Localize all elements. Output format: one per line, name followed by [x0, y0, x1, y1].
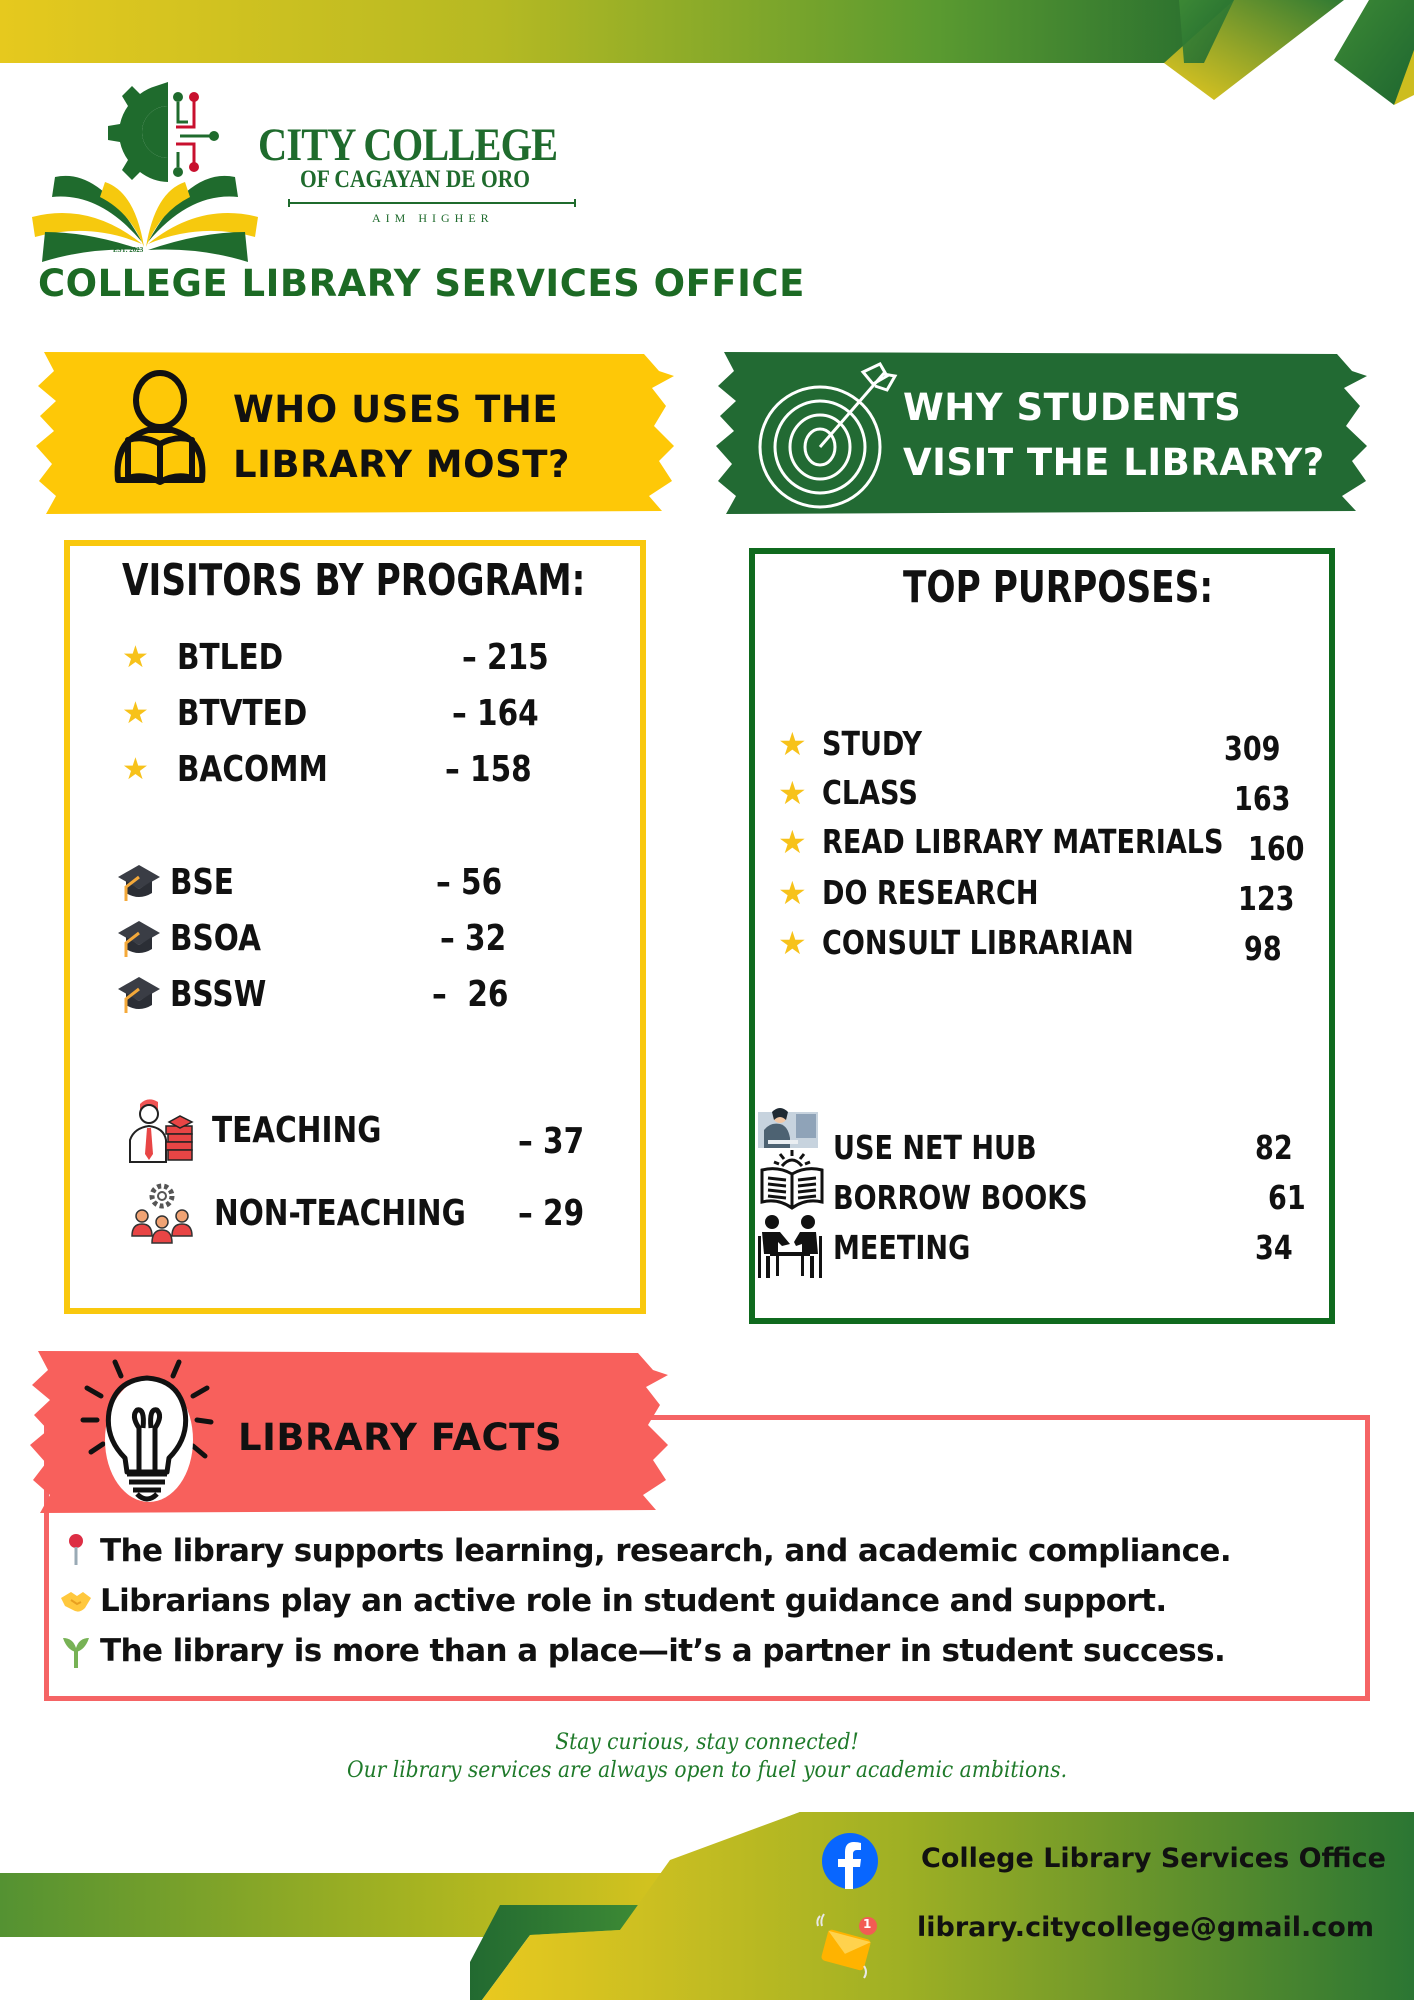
college-name: CITY COLLEGE [258, 119, 558, 171]
purpose-name: DO RESEARCH [822, 873, 1039, 912]
fact-item [58, 1583, 1167, 1619]
program-row [116, 974, 287, 1015]
college-subtitle: OF CAGAYAN DE ORO [300, 166, 530, 193]
staff-type: NON-TEACHING [214, 1192, 466, 1234]
purpose-name: MEETING [833, 1228, 971, 1267]
program-count: – 56 [436, 862, 503, 903]
graduation-cap-icon [116, 919, 162, 959]
facebook-link[interactable] [822, 1833, 878, 1893]
email-address[interactable]: library.citycollege@gmail.com [917, 1912, 1374, 1943]
facebook-icon [822, 1833, 878, 1889]
purpose-count: 163 [1234, 779, 1291, 818]
star-icon: ★ [778, 923, 807, 962]
who-uses-heading [233, 382, 570, 492]
purpose-count: 160 [1248, 829, 1305, 868]
program-row [116, 918, 281, 959]
graduation-cap-icon [116, 863, 162, 903]
program-row [116, 862, 248, 903]
purpose-row [778, 773, 939, 812]
graduation-cap-icon [116, 975, 162, 1015]
staff-count: – 29 [518, 1193, 585, 1234]
handshake-icon [58, 1588, 94, 1614]
program-count: – 215 [462, 637, 549, 678]
top-banner-stripe [0, 0, 1250, 63]
star-icon: ★ [778, 773, 807, 812]
purpose-name: USE NET HUB [833, 1128, 1037, 1167]
college-logo-icon [30, 72, 265, 262]
why-visit-heading [903, 380, 1325, 490]
fact-text: Librarians play an active role in student guidance and support. [100, 1583, 1167, 1619]
star-icon: ★ [122, 640, 149, 675]
program-row [122, 749, 361, 790]
target-arrow-icon [755, 362, 905, 512]
top-corner-decoration [1154, 0, 1414, 110]
fact-item [58, 1633, 1225, 1669]
staff-team-icon [130, 1182, 194, 1244]
program-name: BTVTED [177, 693, 308, 734]
why-visit-heading-line1: WHY STUDENTS [903, 386, 1242, 429]
brand-divider [288, 202, 576, 204]
program-count: – 32 [440, 918, 507, 959]
program-count: – 164 [452, 693, 539, 734]
staff-count: – 37 [518, 1121, 585, 1162]
star-icon: ★ [778, 822, 807, 861]
program-row [122, 693, 336, 734]
purpose-count: 61 [1268, 1178, 1306, 1217]
who-uses-heading-line2: LIBRARY MOST? [233, 443, 570, 486]
purpose-name: CONSULT LIBRARIAN [822, 923, 1134, 962]
program-name: BSOA [170, 918, 261, 959]
email-notification-icon [812, 1910, 882, 1980]
email-link[interactable] [812, 1910, 882, 1980]
program-name: BSSW [170, 974, 267, 1015]
staff-row [130, 1182, 521, 1244]
college-motto: AIM HIGHER [372, 211, 494, 225]
library-facts-heading: LIBRARY FACTS [238, 1416, 563, 1459]
purpose-count: 82 [1255, 1128, 1293, 1167]
person-reading-icon [108, 370, 212, 490]
purpose-row [778, 822, 1312, 861]
computer-user-icon [758, 1104, 820, 1150]
lightbulb-icon [75, 1348, 225, 1508]
footer-decoration [470, 1800, 1414, 2000]
teacher-icon [126, 1096, 196, 1164]
program-count: – 158 [445, 749, 532, 790]
star-icon: ★ [122, 752, 149, 787]
fact-text: The library is more than a place—it’s a partner in student success. [100, 1633, 1226, 1669]
purpose-row [778, 724, 944, 763]
staff-row [126, 1096, 419, 1164]
open-book-icon [758, 1150, 826, 1210]
fact-item [58, 1533, 1231, 1569]
established-year: EST. 2023 [113, 246, 144, 254]
visitors-by-program-title: VISITORS BY PROGRAM: [122, 555, 586, 606]
purpose-name: CLASS [822, 773, 918, 812]
star-icon: ★ [778, 724, 807, 763]
program-name: BSE [170, 862, 234, 903]
fact-text: The library supports learning, research, and academic compliance. [100, 1533, 1231, 1569]
purpose-row [778, 923, 1202, 962]
purpose-count: 309 [1224, 729, 1281, 768]
why-visit-heading-line2: VISIT THE LIBRARY? [903, 441, 1325, 484]
purpose-count: 123 [1238, 879, 1295, 918]
seedling-icon [58, 1634, 94, 1668]
program-count: – 26 [432, 974, 509, 1015]
office-title: COLLEGE LIBRARY SERVICES OFFICE [38, 262, 805, 305]
tagline-line2: Our library services are always open to fuel your academic ambitions. [346, 1758, 1068, 1783]
star-icon: ★ [778, 873, 807, 912]
purpose-row [778, 873, 1086, 912]
staff-type: TEACHING [212, 1109, 382, 1151]
tagline-line1: Stay curious, stay connected! [555, 1730, 859, 1755]
star-icon: ★ [122, 696, 149, 731]
pushpin-icon [58, 1533, 94, 1569]
program-row [122, 637, 306, 678]
purpose-name: READ LIBRARY MATERIALS [822, 822, 1224, 861]
purpose-name: BORROW BOOKS [833, 1178, 1088, 1217]
email-badge-count: 1 [863, 1917, 872, 1931]
meeting-icon [756, 1214, 824, 1278]
who-uses-heading-line1: WHO USES THE [233, 388, 559, 431]
program-name: BTLED [177, 637, 284, 678]
purpose-count: 34 [1255, 1228, 1293, 1267]
facebook-page-name[interactable]: College Library Services Office [921, 1843, 1386, 1874]
top-purposes-title: TOP PURPOSES: [903, 562, 1214, 613]
purpose-count: 98 [1244, 929, 1282, 968]
program-name: BACOMM [177, 749, 328, 790]
purpose-name: STUDY [822, 724, 923, 763]
